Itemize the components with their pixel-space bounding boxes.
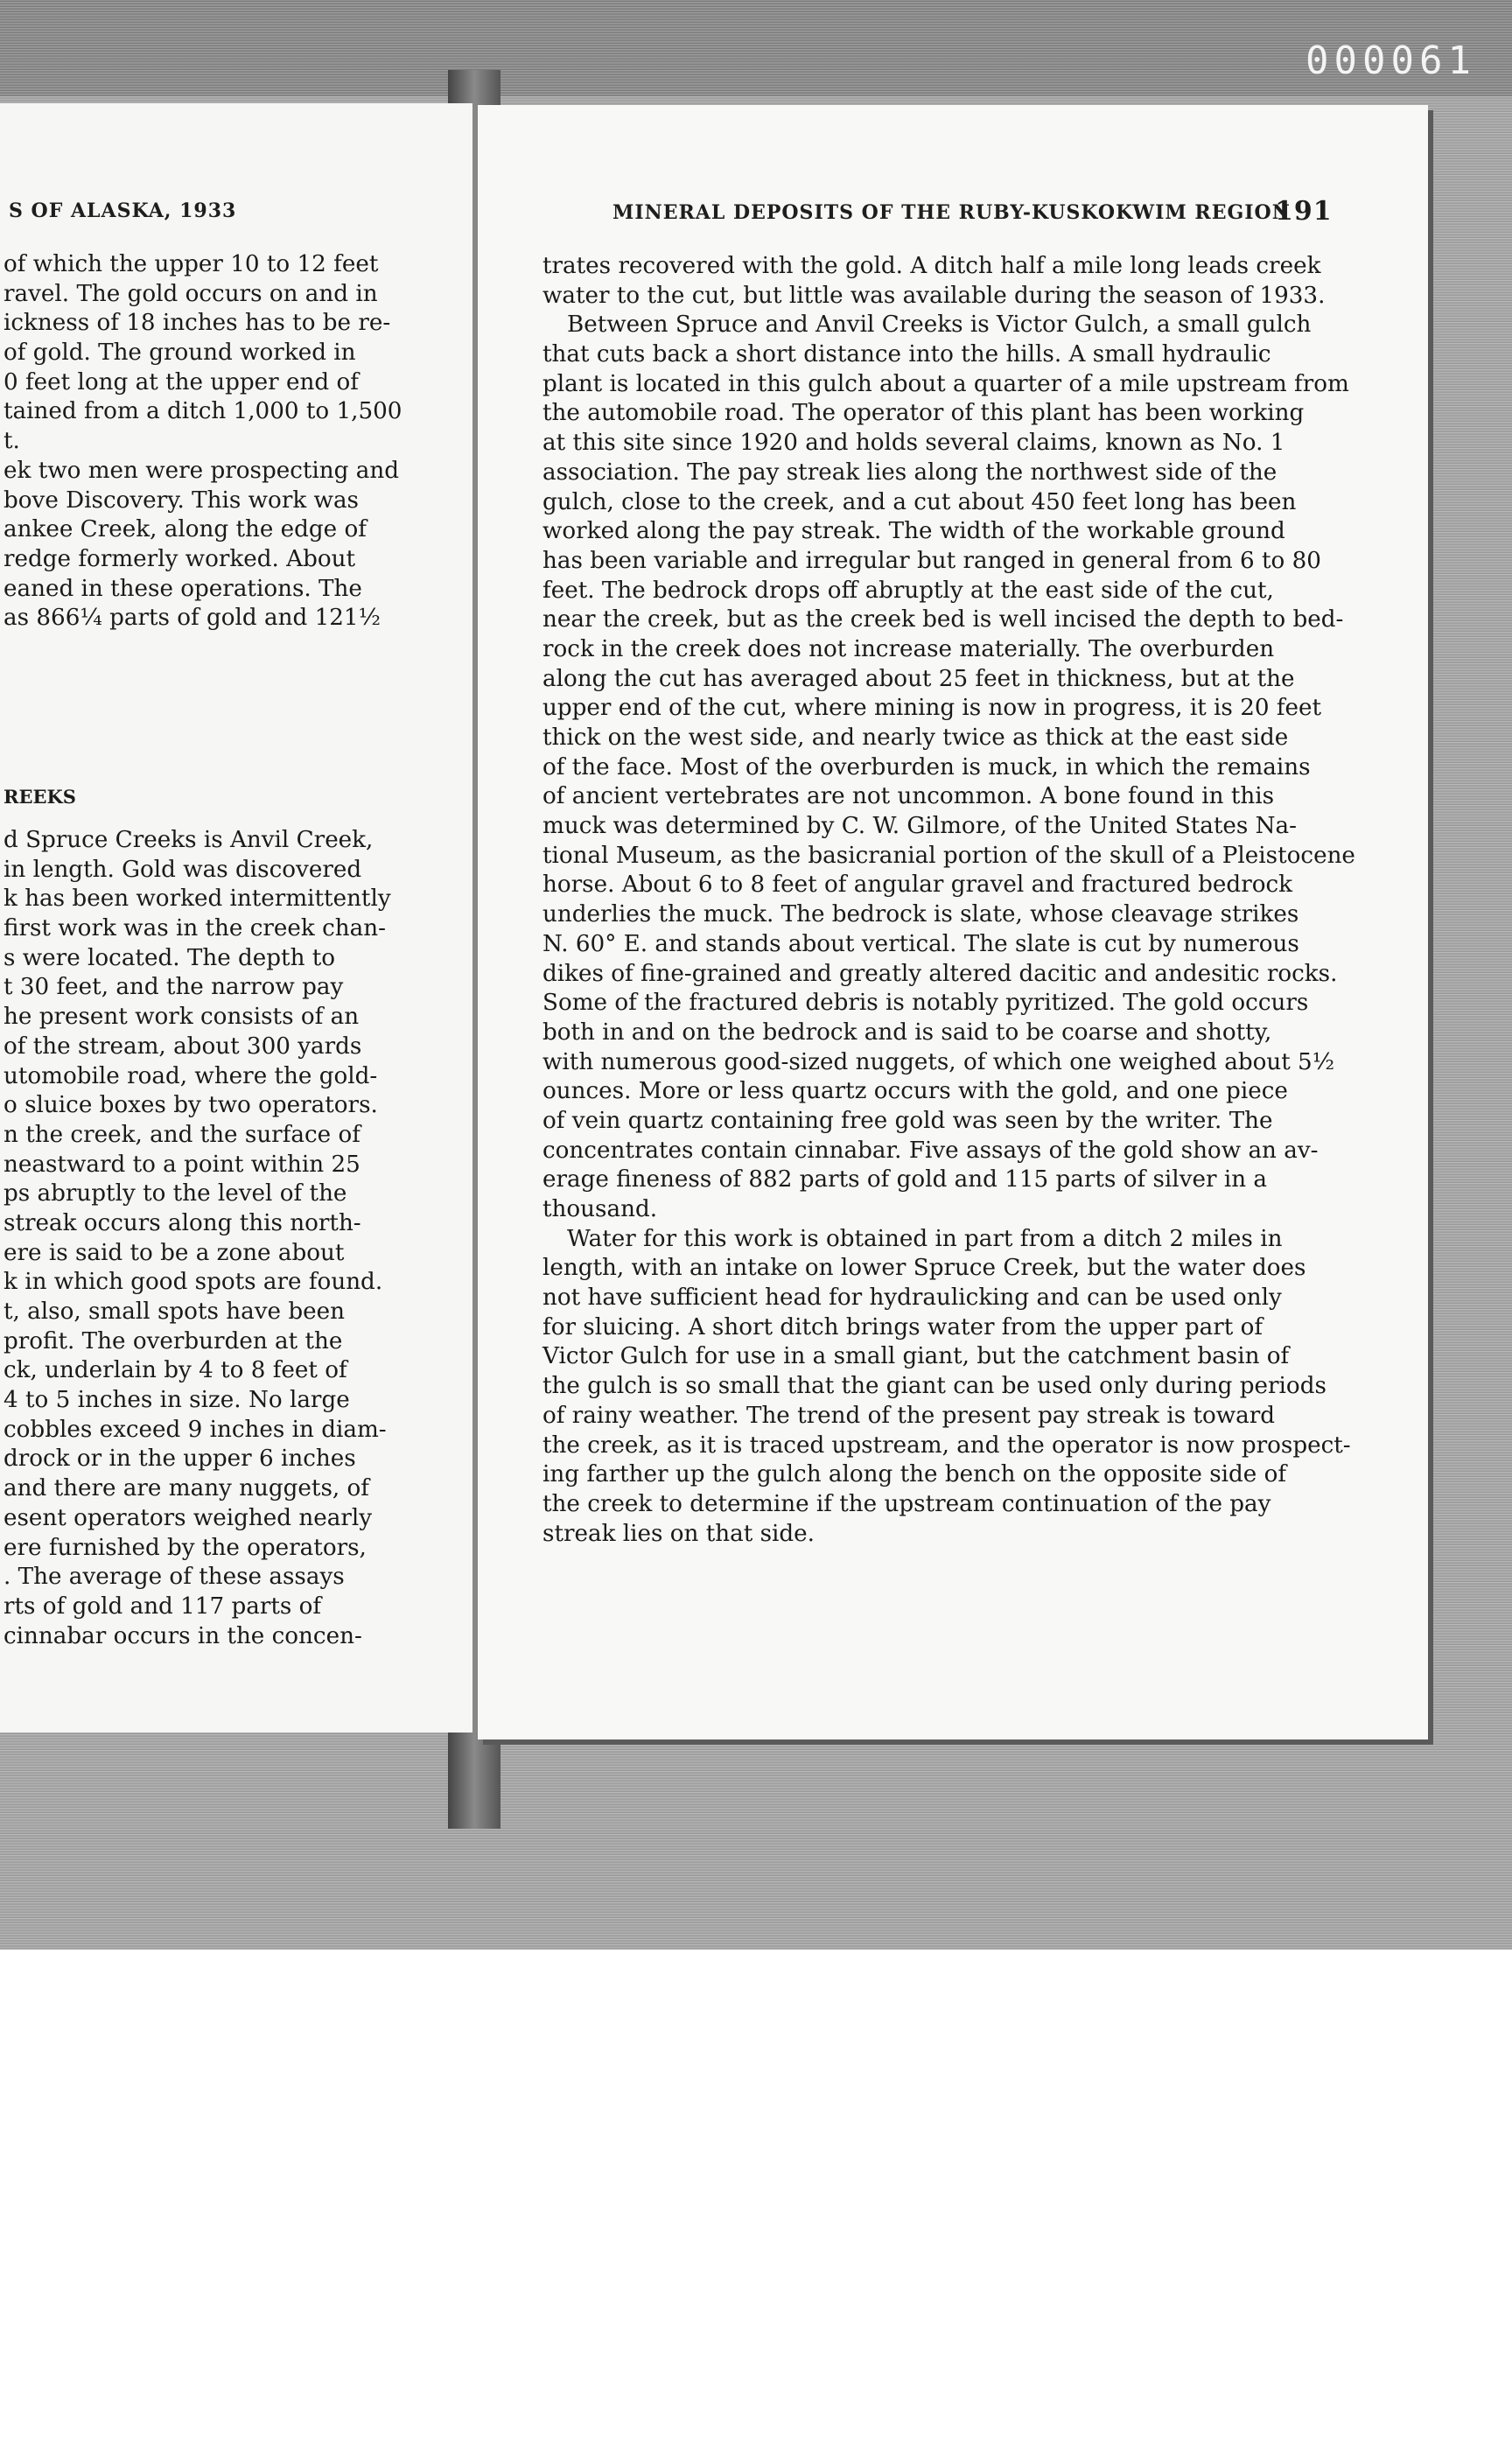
text-line: rts of gold and 117 parts of	[4, 1592, 322, 1620]
text-line: along the cut has averaged about 25 feet in thickness, but at the	[542, 665, 1295, 692]
text-line: gulch, close to the creek, and a cut about 450 feet long has been	[542, 488, 1297, 515]
text-line: Water for this work is obtained in part from a ditch 2 miles in	[567, 1225, 1283, 1252]
text-line: 0 feet long at the upper end of	[4, 368, 359, 396]
text-line: the creek to determine if the upstream continuation of the pay	[542, 1490, 1271, 1517]
text-line: N. 60° E. and stands about vertical. The slate is cut by numerous	[542, 930, 1299, 957]
text-line: . The average of these assays	[4, 1564, 345, 1591]
text-line: d Spruce Creeks is Anvil Creek,	[4, 827, 374, 853]
text-line: water to the cut, but little was available during the season of 1933.	[542, 282, 1326, 309]
text-line: upper end of the cut, where mining is now in progress, it is 20 feet	[542, 695, 1322, 722]
right-page-text	[542, 252, 1355, 1549]
left-page-header: S OF ALASKA, 1933	[9, 200, 237, 222]
text-line: thousand.	[542, 1196, 658, 1222]
text-line: bove Discovery. This work was	[4, 486, 359, 514]
text-line: Some of the fractured debris is notably pyritized. The gold occurs	[542, 990, 1309, 1017]
text-line: drock or in the upper 6 inches	[4, 1446, 356, 1473]
text-line: as 866¼ parts of gold and 121½	[4, 605, 381, 632]
text-line: the creek, as it is traced upstream, and the operator is now prospect-	[542, 1432, 1351, 1459]
text-line: ck, underlain by 4 to 8 feet of	[4, 1357, 347, 1384]
text-line: horse. About 6 to 8 feet of angular gravel and fractured bedrock	[542, 872, 1293, 899]
text-line: both in and on the bedrock and is said to be coarse and shotty,	[542, 1018, 1272, 1046]
text-line: length, with an intake on lower Spruce Creek, but the water does	[542, 1255, 1306, 1282]
running-head-title: MINERAL DEPOSITS OF THE RUBY-KUSKOKWIM REGION	[612, 201, 1291, 224]
text-line: redge formerly worked. About	[4, 545, 355, 572]
left-page-text-bottom	[4, 826, 391, 1651]
text-line: tional Museum, as the basicranial portion of the skull of a Pleistocene	[542, 842, 1355, 869]
text-line: that cuts back a short distance into the hills. A small hydraulic	[542, 341, 1271, 368]
text-line: ickness of 18 inches has to be re-	[4, 310, 391, 337]
text-line: utomobile road, where the gold-	[4, 1062, 378, 1089]
text-line: of the stream, about 300 yards	[4, 1032, 362, 1060]
text-line: cinnabar occurs in the concen-	[4, 1622, 362, 1649]
text-line: t.	[4, 428, 20, 455]
text-line: he present work consists of an	[4, 1004, 360, 1031]
text-line: ing farther up the gulch along the bench on the opposite side of	[542, 1461, 1287, 1488]
text-line: tained from a ditch 1,000 to 1,500	[4, 398, 402, 425]
text-line: of vein quartz containing free gold was seen by the writer. The	[542, 1107, 1273, 1134]
page-number: 191	[1275, 196, 1333, 227]
text-line: ounces. More or less quartz occurs with the gold, and one piece	[542, 1078, 1288, 1105]
text-line: of rainy weather. The trend of the present pay streak is toward	[542, 1402, 1276, 1429]
text-line: streak occurs along this north-	[4, 1209, 361, 1236]
text-line: k has been worked intermittently	[4, 886, 391, 913]
text-line: underlies the muck. The bedrock is slate, whose cleavage strikes	[542, 901, 1299, 928]
text-line: of gold. The ground worked in	[4, 340, 356, 367]
text-line: of which the upper 10 to 12 feet	[4, 251, 379, 277]
text-line: ankee Creek, along the edge of	[4, 516, 367, 543]
text-line: ek two men were prospecting and	[4, 457, 400, 484]
text-line: ravel. The gold occurs on and in	[4, 280, 378, 307]
text-line: k in which good spots are found.	[4, 1269, 383, 1296]
left-page-subhead: REEKS	[4, 786, 76, 808]
text-line: erage fineness of 882 parts of gold and 115 parts of silver in a	[542, 1166, 1268, 1194]
text-line: for sluicing. A short ditch brings water from the upper part of	[542, 1313, 1264, 1340]
text-line: Between Spruce and Anvil Creeks is Victor Gulch, a small gulch	[567, 312, 1312, 339]
text-line: of the face. Most of the overburden is muck, in which the remains	[542, 753, 1311, 780]
text-line: not have sufficient head for hydraulicking and can be used only	[542, 1284, 1282, 1312]
text-line: trates recovered with the gold. A ditch half a mile long leads creek	[542, 253, 1321, 279]
text-line: of ancient vertebrates are not uncommon. A bone found in this	[542, 783, 1275, 810]
text-line: streak lies on that side.	[542, 1520, 816, 1547]
text-line: worked along the pay streak. The width of the workable ground	[542, 518, 1285, 545]
text-line: in length. Gold was discovered	[4, 856, 362, 883]
text-line: muck was determined by C. W. Gilmore, of the United States Na-	[542, 813, 1298, 840]
text-line: s were located. The depth to	[4, 944, 336, 971]
text-line: plant is located in this gulch about a quarter of a mile upstream from	[542, 370, 1349, 397]
text-line: ere furnished by the operators,	[4, 1534, 367, 1561]
text-line: the gulch is so small that the giant can be used only during periods	[542, 1373, 1326, 1400]
text-line: and there are many nuggets, of	[4, 1475, 370, 1502]
text-line: association. The pay streak lies along the northwest side of the	[542, 458, 1278, 486]
text-line: thick on the west side, and nearly twice as thick at the east side	[542, 724, 1289, 751]
left-page	[0, 103, 472, 1732]
text-line: the automobile road. The operator of this plant has been working	[542, 400, 1305, 427]
text-line: t 30 feet, and the narrow pay	[4, 974, 344, 1001]
text-line: feet. The bedrock drops off abruptly at the east side of the cut,	[542, 577, 1274, 604]
text-line: Victor Gulch for use in a small giant, but the catchment basin of	[542, 1343, 1290, 1370]
text-line: ere is said to be a zone about	[4, 1239, 345, 1266]
text-line: dikes of fine-grained and greatly altered dacitic and andesitic rocks.	[542, 960, 1338, 987]
text-line: profit. The overburden at the	[4, 1327, 343, 1354]
text-line: ps abruptly to the level of the	[4, 1180, 347, 1208]
text-line: with numerous good-sized nuggets, of which one weighed about 5½	[542, 1048, 1335, 1075]
text-line: has been variable and irregular but ranged in general from 6 to 80	[542, 547, 1321, 574]
left-page-text-top	[4, 250, 402, 634]
text-line: at this site since 1920 and holds several claims, known as No. 1	[542, 430, 1285, 457]
right-page	[478, 105, 1428, 1740]
text-line: 4 to 5 inches in size. No large	[4, 1387, 350, 1414]
text-line: o sluice boxes by two operators.	[4, 1092, 378, 1119]
text-line: cobbles exceed 9 inches in diam-	[4, 1416, 387, 1443]
text-line: neastward to a point within 25	[4, 1151, 360, 1178]
text-line: n the creek, and the surface of	[4, 1121, 360, 1148]
text-line: near the creek, but as the creek bed is well incised the depth to bed-	[542, 606, 1344, 634]
text-line: first work was in the creek chan-	[4, 915, 386, 942]
text-line: concentrates contain cinnabar. Five assays of the gold show an av-	[542, 1137, 1319, 1164]
document-id-stamp: 000061	[1306, 38, 1476, 83]
scan-top-band	[0, 0, 1512, 96]
text-line: esent operators weighed nearly	[4, 1504, 373, 1531]
text-line: rock in the creek does not increase materially. The overburden	[542, 635, 1275, 662]
text-line: eaned in these operations. The	[4, 575, 362, 602]
text-line: t, also, small spots have been	[4, 1298, 345, 1325]
